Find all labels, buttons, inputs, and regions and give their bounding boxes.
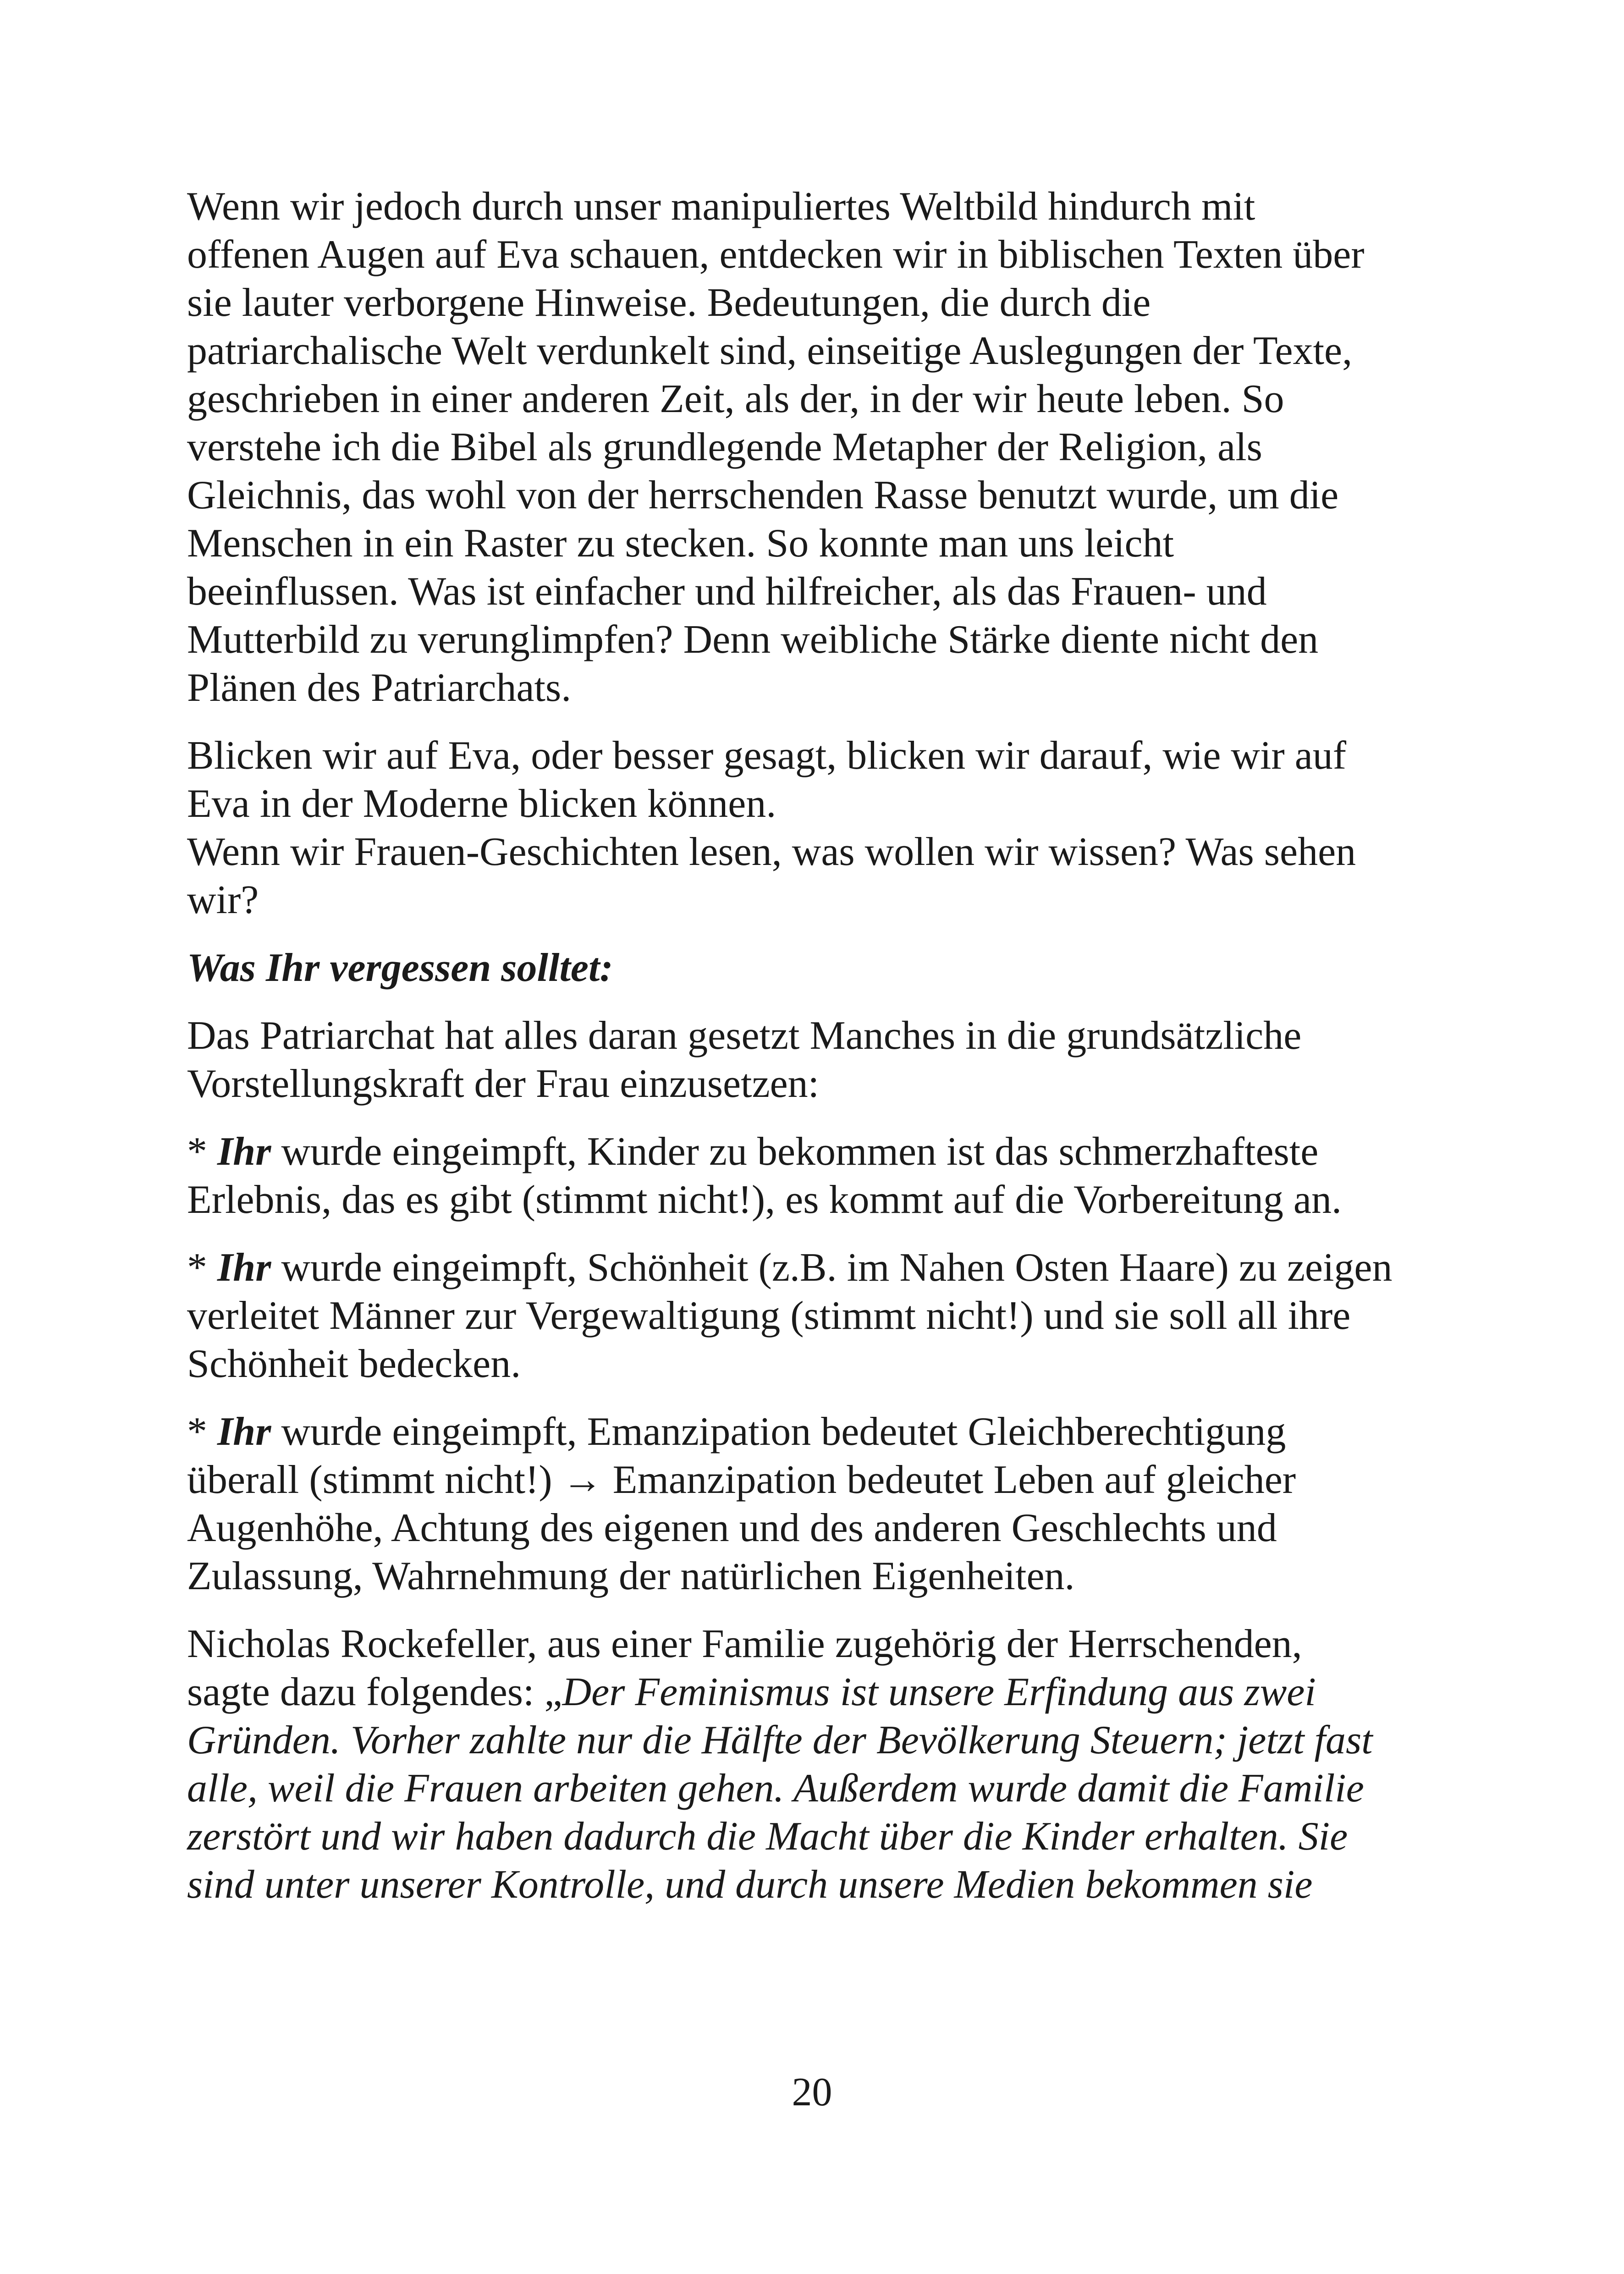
text-line: Mutterbild zu verunglimpfen? Denn weibliche Stärke diente nicht den	[187, 617, 1319, 662]
text-line: Das Patriarchat hat alles daran gesetzt Manches in die grundsätzliche	[187, 1013, 1302, 1058]
text-line: Nicholas Rockefeller, aus einer Familie zugehörig der Herrschenden,	[187, 1622, 1302, 1666]
text-line: sie lauter verborgene Hinweise. Bedeutungen, die durch die	[187, 281, 1151, 325]
quote-line: Gründen. Vorher zahlte nur die Hälfte der Bevölkerung Steuern; jetzt fast	[187, 1718, 1373, 1762]
text-line: wir?	[187, 878, 259, 922]
quote-line: zerstört und wir haben dadurch die Macht über die Kinder erhalten. Sie	[187, 1814, 1348, 1859]
quote-text: Der Feminismus ist unsere Erfindung aus zwei	[562, 1670, 1316, 1714]
text-line: geschrieben in einer anderen Zeit, als der, in der wir heute leben. So	[187, 377, 1284, 421]
bullet-text: wurde eingeimpft, Emanzipation bedeutet Gleichberechtigung	[271, 1410, 1286, 1454]
paragraph-patriarchy	[187, 1012, 1461, 1108]
text-line: Erlebnis, das es gibt (stimmt nicht!), es kommt auf die Vorbereitung an.	[187, 1178, 1342, 1222]
section-heading	[187, 944, 1461, 992]
paragraph-eva-intro	[187, 182, 1461, 712]
page-body	[187, 182, 1461, 1928]
quote-intro: sagte dazu folgendes: „	[187, 1670, 562, 1714]
quote-line: sind unter unserer Kontrolle, und durch unsere Medien bekommen sie	[187, 1862, 1313, 1907]
text-line	[187, 1668, 1461, 1716]
text-line: offenen Augen auf Eva schauen, entdecken wir in biblischen Texten über	[187, 232, 1365, 277]
bullet-text: wurde eingeimpft, Kinder zu bekommen ist das schmerzhafteste	[271, 1129, 1319, 1174]
text-line: Plänen des Patriarchats.	[187, 666, 572, 710]
quote-line: alle, weil die Frauen arbeiten gehen. Außerdem wurde damit die Familie	[187, 1766, 1364, 1811]
text-line: Eva in der Moderne blicken können.	[187, 782, 776, 826]
text-line: Schönheit bedecken.	[187, 1342, 521, 1386]
text-line: Vorstellungskraft der Frau einzusetzen:	[187, 1062, 820, 1106]
bullet-item-emancipation	[187, 1408, 1461, 1600]
bullet-text: wurde eingeimpft, Schönheit (z.B. im Nahen Osten Haare) zu zeigen	[271, 1245, 1393, 1290]
text-line: Blicken wir auf Eva, oder besser gesagt, blicken wir darauf, wie wir auf	[187, 733, 1347, 778]
text-line: verstehe ich die Bibel als grundlegende Metapher der Religion, als	[187, 425, 1262, 469]
bullet-marker: *	[187, 1410, 217, 1454]
text-line: Wenn wir Frauen-Geschichten lesen, was wollen wir wissen? Was sehen	[187, 830, 1356, 874]
text-line	[187, 1408, 1461, 1456]
text-line: patriarchalische Welt verdunkelt sind, einseitige Auslegungen der Texte,	[187, 329, 1353, 373]
bullet-subject: Ihr	[217, 1410, 271, 1454]
text-line: überall (stimmt nicht!) → Emanzipation bedeutet Leben auf gleicher	[187, 1458, 1296, 1502]
text-line: Gleichnis, das wohl von der herrschenden Rasse benutzt wurde, um die	[187, 473, 1339, 518]
text-line: beeinflussen. Was ist einfacher und hilfreicher, als das Frauen- und	[187, 569, 1267, 614]
bullet-marker: *	[187, 1245, 217, 1290]
text-line: Menschen in ein Raster zu stecken. So konnte man uns leicht	[187, 521, 1174, 566]
text-line: Wenn wir jedoch durch unser manipuliertes Weltbild hindurch mit	[187, 184, 1255, 229]
text-line: Zulassung, Wahrnehmung der natürlichen Eigenheiten.	[187, 1554, 1075, 1598]
paragraph-rockefeller-quote	[187, 1620, 1461, 1909]
heading-text: Was Ihr vergessen solltet:	[187, 946, 613, 990]
paragraph-looking-at-eva	[187, 732, 1461, 924]
page-number: 20	[792, 2070, 832, 2114]
bullet-item-childbirth	[187, 1128, 1461, 1224]
bullet-subject: Ihr	[217, 1245, 271, 1290]
bullet-marker: *	[187, 1129, 217, 1174]
text-line	[187, 1128, 1461, 1176]
bullet-item-beauty	[187, 1244, 1461, 1388]
bullet-subject: Ihr	[217, 1129, 271, 1174]
text-line	[187, 1244, 1461, 1292]
text-line: verleitet Männer zur Vergewaltigung (stimmt nicht!) und sie soll all ihre	[187, 1294, 1351, 1338]
text-line: Augenhöhe, Achtung des eigenen und des anderen Geschlechts und	[187, 1506, 1277, 1550]
